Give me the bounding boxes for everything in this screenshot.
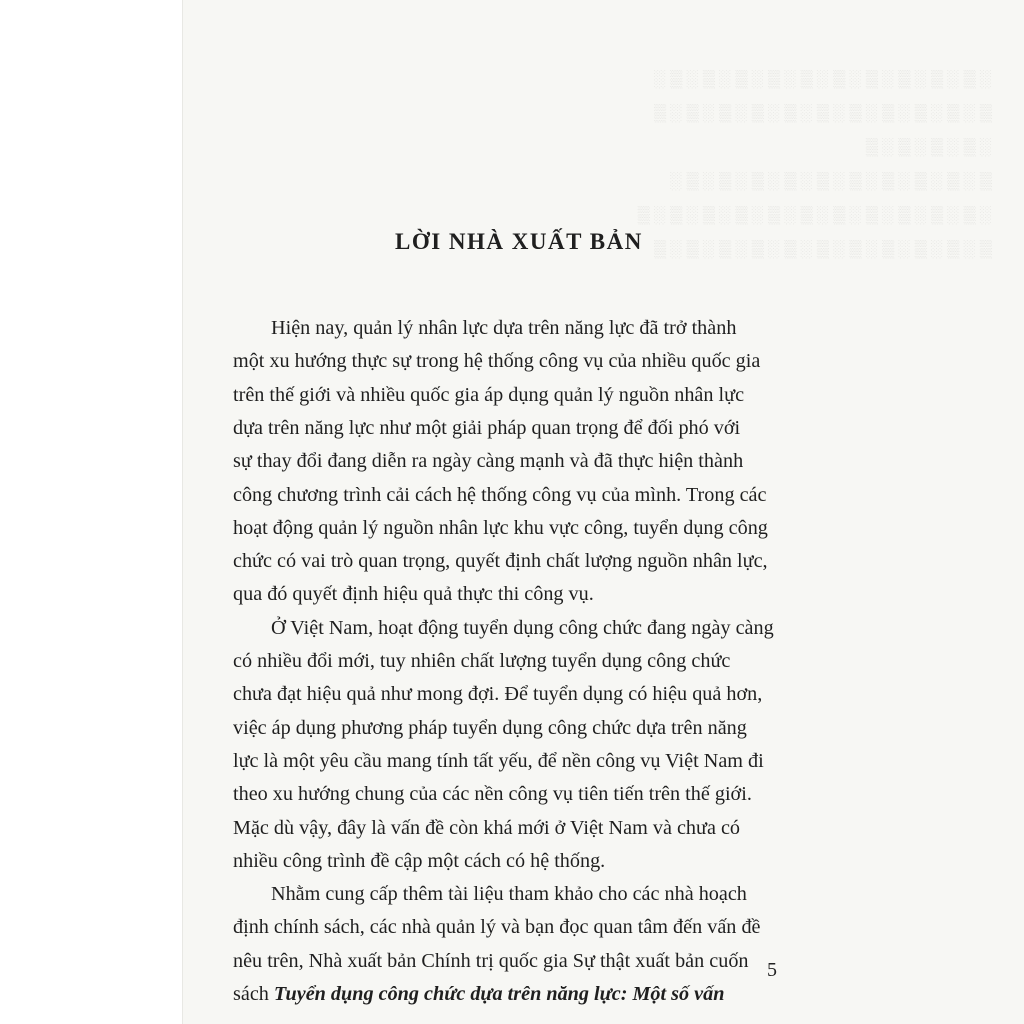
paragraph-line: theo xu hướng chung của các nền công vụ tiên tiến trên thế giới. [233,783,752,805]
paragraph-line: chức có vai trò quan trọng, quyết định chất lượng nguồn nhân lực, [233,550,768,572]
paragraph-line: Mặc dù vậy, đây là vấn đề còn khá mới ở Việt Nam và chưa có [233,817,741,839]
book-title: Tuyển dụng công chức dựa trên năng lực: Một số vấn [273,983,725,1005]
paragraph-line: Hiện nay, quản lý nhân lực dựa trên năng lực đã trở thành [271,317,737,339]
book-reference-prefix: sách [233,983,274,1005]
paragraph-line: Ở Việt Nam, hoạt động tuyển dụng công chức đang ngày càng [271,617,774,639]
paragraph-line: định chính sách, các nhà quản lý và bạn đọc quan tâm đến vấn đề [233,916,761,938]
page-title: LỜI NHÀ XUẤT BẢN [395,229,643,254]
paragraph-line: dựa trên năng lực như một giải pháp quan trọng để đối phó với [233,417,741,439]
paragraph-line: công chương trình cải cách hệ thống công vụ của mình. Trong các [233,484,767,506]
paragraph-line: nêu trên, Nhà xuất bản Chính trị quốc gia Sự thật xuất bản cuốn [233,950,749,972]
paragraph-line: qua đó quyết định hiệu quả thực thi công vụ. [233,583,594,605]
scan-margin [0,0,182,1024]
paragraph-line: việc áp dụng phương pháp tuyển dụng công chức dựa trên năng [233,717,747,739]
paragraph-line: Nhằm cung cấp thêm tài liệu tham khảo cho các nhà hoạch [271,883,747,905]
paragraph-line: lực là một yêu cầu mang tính tất yếu, để nền công vụ Việt Nam đi [233,750,764,772]
paragraph-line: trên thế giới và nhiều quốc gia áp dụng quản lý nguồn nhân lực [233,384,745,406]
paragraph-line-last [233,982,785,1006]
paragraph-line: chưa đạt hiệu quả như mong đợi. Để tuyển dụng có hiệu quả hơn, [233,683,763,705]
paragraph-line: một xu hướng thực sự trong hệ thống công vụ của nhiều quốc gia [233,350,761,372]
paragraph-line: có nhiều đổi mới, tuy nhiên chất lượng tuyển dụng công chức [233,650,731,672]
paragraph-line: nhiều công trình đề cập một cách có hệ thống. [233,850,606,872]
paragraph-line: hoạt động quản lý nguồn nhân lực khu vực công, tuyển dụng công [233,517,768,539]
paragraph-line: sự thay đổi đang diễn ra ngày càng mạnh và đã thực hiện thành [233,450,744,472]
page-number: 5 [767,959,777,981]
